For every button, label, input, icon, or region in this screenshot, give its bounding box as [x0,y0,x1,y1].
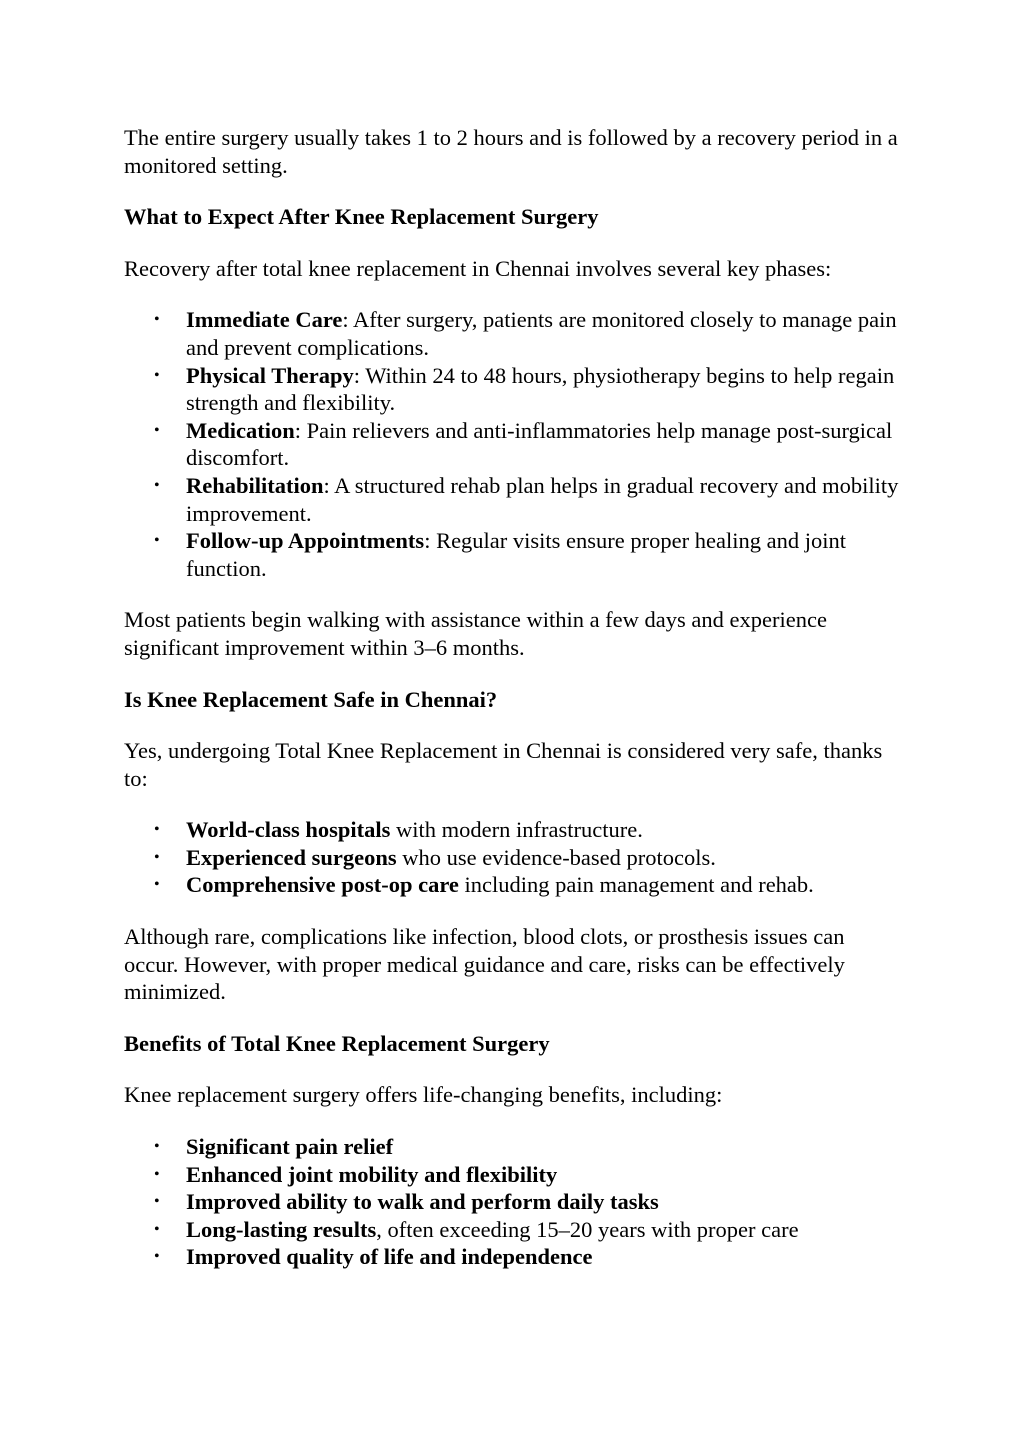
document-page [124,124,904,1295]
list-item [124,871,904,899]
safety-outro: Although rare, complications like infection, blood clots, or prosthesis issues can occur. However, with proper medical guidance and care, risks can be effectively minimized. [124,924,845,1005]
benefits-list [124,1133,904,1271]
list-item [124,1243,904,1271]
list-item-bold: Medication [186,417,295,443]
benefits-intro: Knee replacement surgery offers life-changing benefits, including: [124,1082,723,1108]
bullet-icon: • [154,1248,160,1266]
list-item-text: : Regular visits ensure proper healing and joint function. [186,528,846,581]
heading-benefits: Benefits of Total Knee Replacement Surgery [124,1030,550,1056]
list-item-bold: Improved quality of life and independence [186,1244,593,1270]
list-item-bold: Long-lasting results [186,1216,377,1242]
recovery-phases-list [124,306,904,582]
list-item-text: with modern infrastructure. [390,817,643,843]
list-item-bold: Immediate Care [186,307,343,333]
bullet-icon: • [154,1193,160,1211]
list-item [124,472,904,527]
bullet-icon: • [154,1138,160,1156]
list-item [124,1188,904,1216]
bullet-icon: • [154,311,160,329]
heading-safety: Is Knee Replacement Safe in Chennai? [124,686,498,712]
list-item-text: : Within 24 to 48 hours, physiotherapy begins to help regain strength and flexibility. [186,362,895,416]
bullet-icon: • [154,821,160,839]
list-item-bold: Significant pain relief [186,1134,394,1160]
heading-after-surgery: What to Expect After Knee Replacement Surgery [124,204,599,230]
list-item-text: who use evidence-based protocols. [396,844,716,870]
list-item-bold: Follow-up Appointments [186,528,425,554]
bullet-icon: • [154,476,160,494]
list-item-text: : Pain relievers and anti-inflammatories help manage post-surgical discomfort. [186,417,893,471]
list-item [124,816,904,844]
bullet-icon: • [154,366,160,384]
list-item-bold: Enhanced joint mobility and flexibility [186,1161,558,1187]
after-surgery-outro: Most patients begin walking with assistance within a few days and experience significant improvement within 3–6 months. [124,607,827,660]
bullet-icon: • [154,532,160,550]
list-item-bold: World-class hospitals [186,817,391,843]
list-item-text: , often exceeding 15–20 years with proper care [376,1216,799,1242]
safety-intro: Yes, undergoing Total Knee Replacement in Chennai is considered very safe, thanks to: [124,738,883,791]
list-item [124,362,904,417]
list-item [124,1133,904,1161]
bullet-icon: • [154,1220,160,1238]
bullet-icon: • [154,1165,160,1183]
list-item [124,844,904,872]
after-surgery-intro: Recovery after total knee replacement in Chennai involves several key phases: [124,255,832,281]
intro-paragraph: The entire surgery usually takes 1 to 2 hours and is followed by a recovery period in a monitored setting. [124,125,898,178]
list-item-bold: Experienced surgeons [186,844,397,870]
list-item [124,306,904,361]
list-item [124,1216,904,1244]
list-item-bold: Comprehensive post-op care [186,872,459,898]
list-item [124,527,904,582]
list-item-bold: Physical Therapy [186,362,354,388]
list-item-text: : A structured rehab plan helps in gradual recovery and mobility improvement. [186,472,899,526]
list-item-text: including pain management and rehab. [458,872,814,898]
list-item-bold: Improved ability to walk and perform daily tasks [186,1189,659,1215]
list-item-bold: Rehabilitation [186,472,324,498]
bullet-icon: • [154,876,160,894]
list-item-text: : After surgery, patients are monitored closely to manage pain and prevent complications. [186,307,897,360]
bullet-icon: • [154,848,160,866]
safety-reasons-list [124,816,904,899]
bullet-icon: • [154,421,160,439]
list-item [124,1161,904,1189]
list-item [124,417,904,472]
